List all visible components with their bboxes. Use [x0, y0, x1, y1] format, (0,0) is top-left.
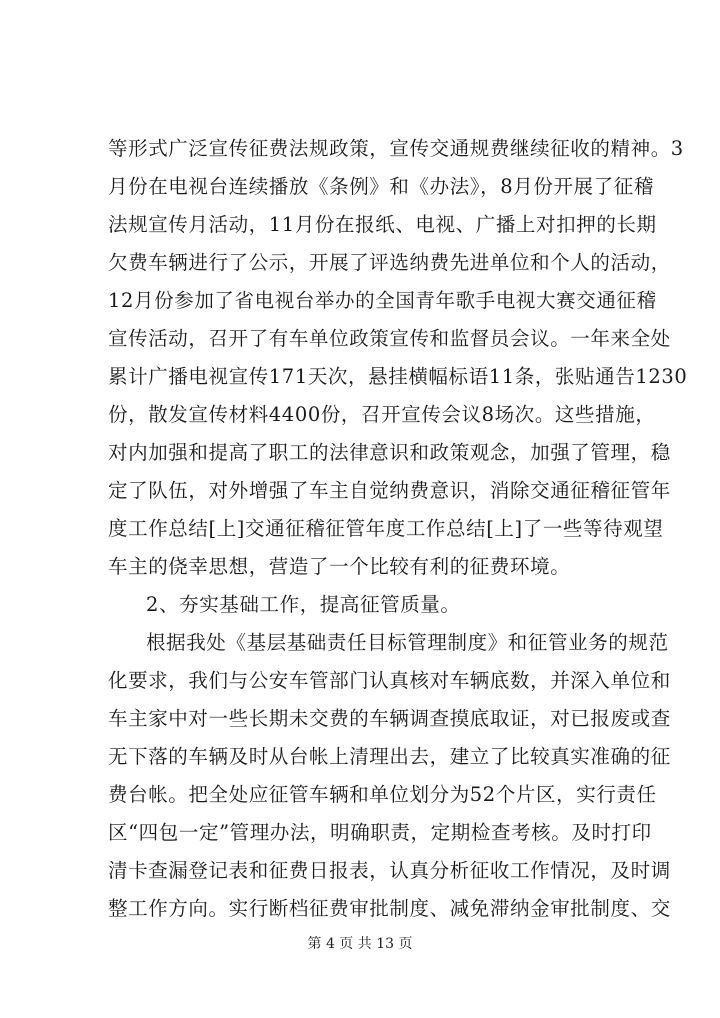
text-line: 区“四包一定”管理办法，明确职责，定期检查考核。及时打印: [108, 821, 652, 844]
text-line: 无下落的车辆及时从台帐上清理出去，建立了比较真实准确的征: [108, 745, 671, 768]
text-line: 整工作方向。实行断档征费审批制度、减免滞纳金审批制度、交: [108, 897, 671, 920]
text-line: 欠费车辆进行了公示，开展了评选纳费先进单位和个人的活动，: [108, 251, 671, 274]
text-line: 12月份参加了省电视台举办的全国青年歌手电视大赛交通征稽: [108, 289, 657, 312]
text-line: 定了队伍，对外增强了车主自觉纳费意识，消除交通征稽征管年: [108, 479, 671, 502]
text-line: 法规宣传月活动，11月份在报纸、电视、广播上对扣押的长期: [108, 213, 657, 236]
page-number-footer: 第 4 页 共 13 页: [307, 936, 413, 952]
text-line: 车主家中对一些长期未交费的车辆调查摸底取证，对已报废或查: [108, 707, 671, 730]
text-line: 费台帐。把全处应征管车辆和单位划分为52个片区，实行责任: [108, 783, 657, 806]
text-line: 化要求，我们与公安车管部门认真核对车辆底数，并深入单位和: [108, 669, 671, 692]
text-line: 等形式广泛宣传征费法规政策，宣传交通规费继续征收的精神。3: [108, 137, 684, 160]
text-line: 份，散发宣传材料4400份，召开宣传会议8场次。这些措施，: [108, 403, 656, 426]
paragraph-first-line: 根据我处《基层基础责任目标管理制度》和征管业务的规范: [146, 631, 669, 654]
section-heading: 2、夯实基础工作，提高征管质量。: [146, 593, 461, 616]
text-line: 度工作总结[上]交通征稽征管年度工作总结[上]了一些等待观望: [108, 517, 664, 540]
text-line: 累计广播电视宣传171天次，悬挂横幅标语11条，张贴通告1230: [108, 365, 688, 388]
text-line: 清卡查漏登记表和征费日报表，认真分析征收工作情况，及时调: [108, 859, 671, 882]
text-line: 月份在电视台连续播放《条例》和《办法》，8月份开展了征稽: [108, 175, 654, 198]
text-line: 车主的侥幸思想，营造了一个比较有利的征费环境。: [108, 555, 571, 578]
text-line: 宣传活动，召开了有车单位政策宣传和监督员会议。一年来全处: [108, 327, 671, 350]
text-line: 对内加强和提高了职工的法律意识和政策观念，加强了管理，稳: [108, 441, 671, 464]
